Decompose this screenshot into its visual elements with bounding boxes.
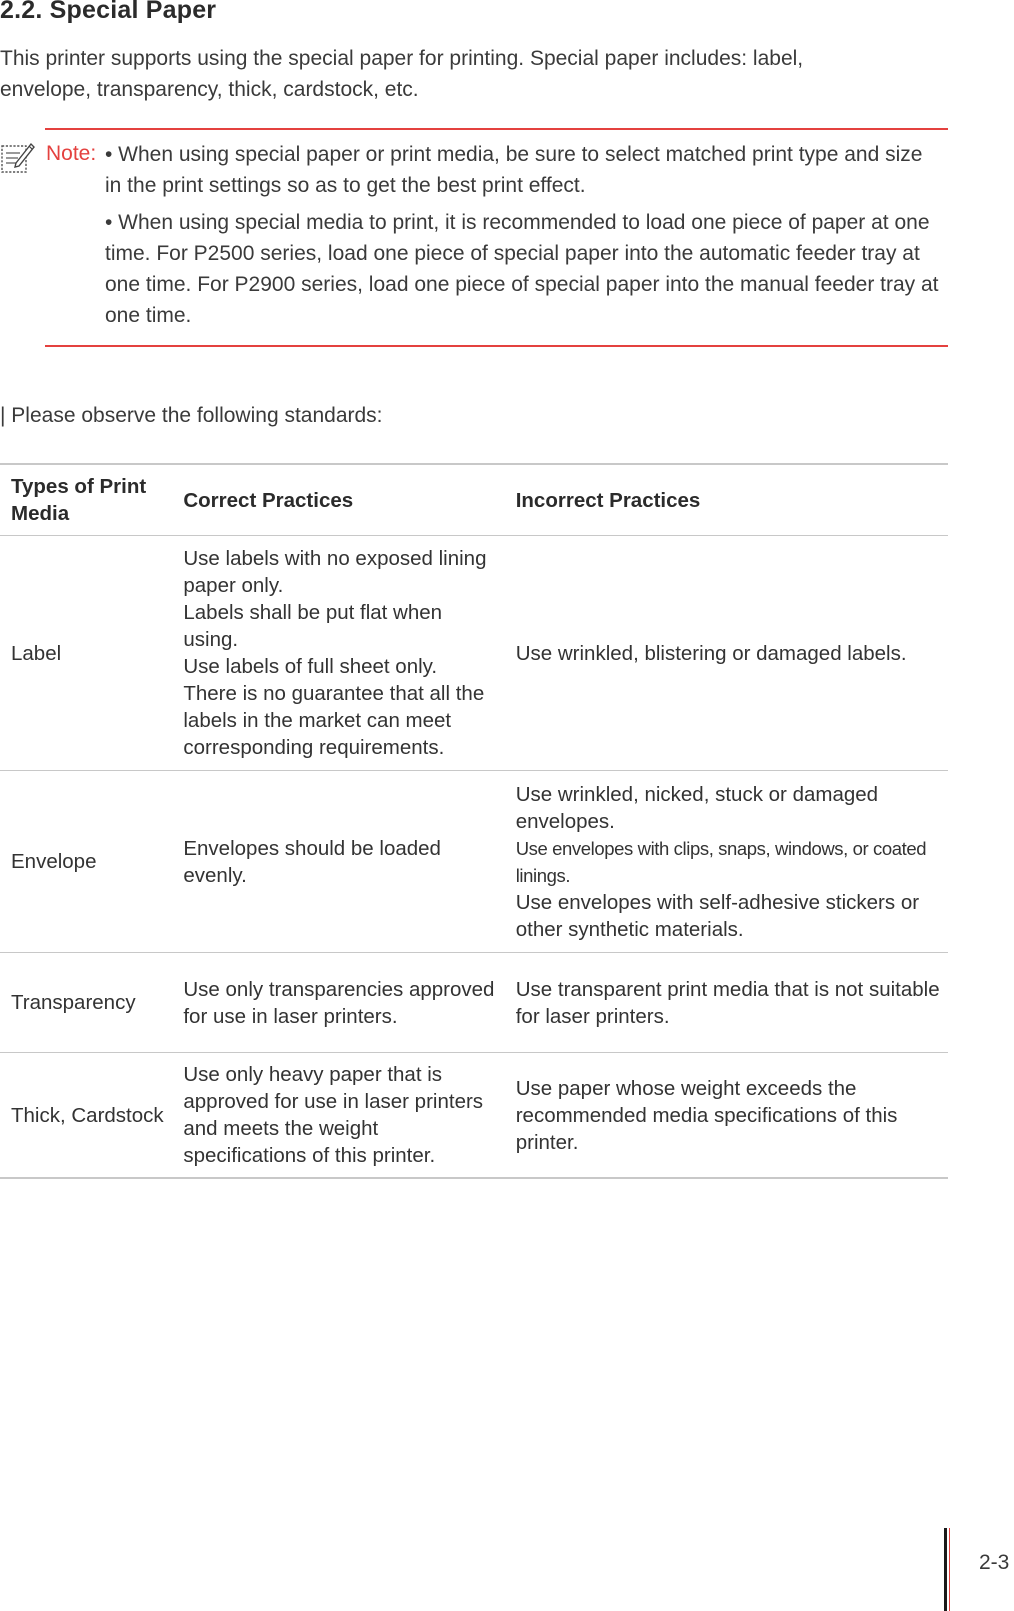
media-type: Envelope <box>0 771 172 953</box>
correct-practices <box>172 771 504 953</box>
table-row <box>0 953 948 1053</box>
incorrect-practices <box>505 771 948 953</box>
practice-line: Use only transparencies approved for use in laser printers. <box>183 977 495 1028</box>
table-row <box>0 771 948 953</box>
incorrect-practices <box>505 1053 948 1179</box>
practice-line: Use only heavy paper that is approved for use in laser printers and meets the weight specifications of this printer. <box>183 1063 484 1167</box>
media-type: Label <box>0 536 172 771</box>
intro-paragraph: This printer supports using the special paper for printing. Special paper includes: label, envelope, transparency, thick, cardstock, etc. <box>0 47 804 101</box>
note-item: • When using special paper or print media, be sure to select matched print type and size in the print settings so as to get the best print effect. <box>105 143 923 197</box>
incorrect-practices <box>505 953 948 1053</box>
incorrect-practices <box>505 536 948 771</box>
practice-line: Use envelopes with self-adhesive stickers or other synthetic materials. <box>515 890 920 941</box>
correct-practices <box>172 953 504 1053</box>
practice-line: Labels shall be put flat when using. <box>183 601 443 651</box>
header-correct: Correct Practices <box>172 464 504 536</box>
note-top-divider <box>45 128 948 130</box>
table-row <box>0 536 948 771</box>
correct-practices <box>172 1053 504 1179</box>
page-number: 2-3 <box>979 1551 1010 1574</box>
header-incorrect: Incorrect Practices <box>505 464 948 536</box>
practice-line: Use paper whose weight exceeds the recommended media specifications of this printer. <box>515 1076 898 1154</box>
table-header-row <box>0 464 948 536</box>
practice-line: Use labels with no exposed lining paper only. <box>183 547 487 597</box>
standards-table <box>0 463 948 1179</box>
note-bottom-divider <box>45 345 948 347</box>
standards-intro: | Please observe the following standards: <box>0 404 383 427</box>
media-type: Transparency <box>0 953 172 1053</box>
note-body <box>105 139 940 337</box>
media-type: Thick, Cardstock <box>0 1053 172 1179</box>
note-pad-icon <box>0 139 36 175</box>
practice-line: Use labels of full sheet only. <box>183 655 438 678</box>
note-item: • When using special media to print, it is recommended to load one piece of paper at one time. For P2500 series, load one piece of special paper into the automatic feeder tray at one time. For P2900 series, load one piece of special paper into the manual feeder tray at one time. <box>105 211 939 327</box>
section-heading: 2.2. Special Paper <box>0 0 217 24</box>
footer-divider <box>944 1528 947 1611</box>
correct-practices <box>172 536 504 771</box>
practice-line: Use envelopes with clips, snaps, windows, or coated linings. <box>515 837 927 886</box>
practice-line: Use transparent print media that is not suitable for laser printers. <box>515 977 940 1028</box>
practice-line: Use wrinkled, blistering or damaged labels. <box>515 641 907 665</box>
practice-line: Envelopes should be loaded evenly. <box>183 836 441 887</box>
practice-line: There is no guarantee that all the labels in the market can meet corresponding requirements. <box>183 682 485 759</box>
table-row <box>0 1053 948 1179</box>
note-label: Note: <box>46 142 97 165</box>
header-type: Types of Print Media <box>0 464 172 536</box>
practice-line: Use wrinkled, nicked, stuck or damaged envelopes. <box>515 782 879 833</box>
footer-accent-divider <box>949 1528 950 1611</box>
